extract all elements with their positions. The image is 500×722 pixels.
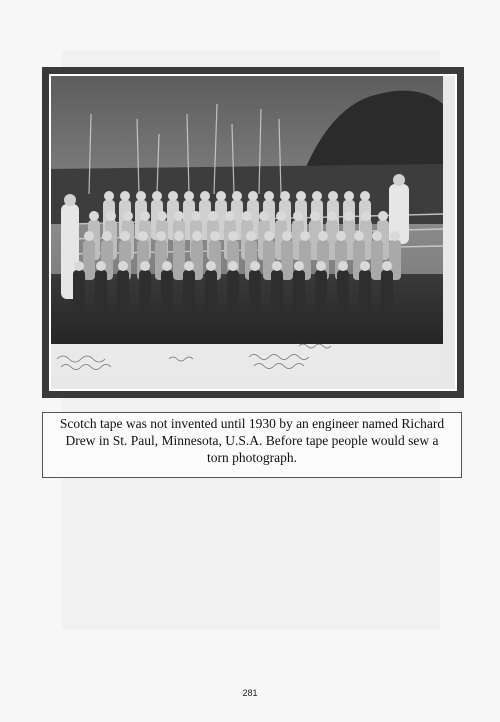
- photo-inner-border: [49, 74, 457, 391]
- caption-box: [42, 412, 462, 478]
- page-number: 281: [242, 688, 258, 698]
- caption-text: Scotch tape was not invented until 1930 by an engineer named Richard Drew in St. Paul, Minnesota, U.S.A. Before tape people would sew a torn photograph.: [59, 416, 445, 465]
- photo-frame: [42, 67, 464, 398]
